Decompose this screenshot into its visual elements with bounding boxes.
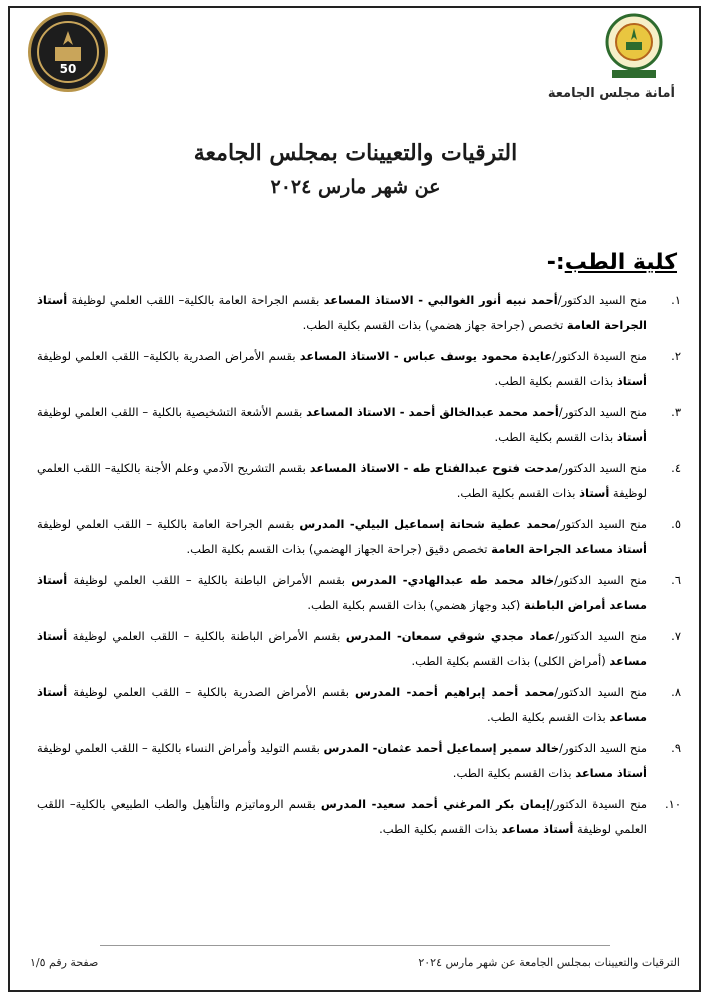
list-item [37, 680, 681, 730]
item-text: منح السيد الدكتور/مدحت فتوح عبدالفتاح طه - الاستاذ المساعد بقسم التشريح الآدمي وعلم الأجنة بالكلية– اللقب العلمي لوظيفة أستاذ بذات القسم بكلية الطب. [37, 461, 647, 500]
item-text: منح السيد الدكتور/محمد عطية شحاتة إسماعيل البيلي- المدرس بقسم الجراحة العامة بالكلية – اللقب العلمي لوظيفة أستاذ مساعد الجراحة العامة تخصص دقيق (جراحة الجهاز الهضمي) بذات القسم بكلية الطب. [37, 517, 647, 556]
item-number: ٢. [671, 349, 681, 363]
item-text: منح السيدة الدكتور/إيمان بكر المرغني أحمد سعيد- المدرس بقسم الروماتيزم والتأهيل والطب الطبيعي بالكلية– اللقب العلمي لوظيفة أستاذ مساعد بذات القسم بكلية الطب. [37, 797, 647, 836]
item-number: ٥. [671, 517, 681, 531]
item-text: منح السيد الدكتور/عماد مجدي شوقي سمعان- المدرس بقسم الأمراض الباطنة بالكلية – اللقب العلمي لوظيفة أستاذ مساعد (أمراض الكلى) بذات القسم بكلية الطب. [37, 629, 647, 668]
list-item [37, 288, 681, 338]
list-item [37, 568, 681, 618]
list-item [37, 792, 681, 842]
faculty-heading [547, 250, 677, 275]
item-text: منح السيدة الدكتور/عايدة محمود يوسف عباس - الاستاذ المساعد بقسم الأمراض الصدرية بالكلية– اللقب العلمي لوظيفة أستاذ بذات القسم بكلية الطب. [37, 349, 648, 388]
list-item [37, 456, 681, 506]
item-number: ٧. [671, 629, 681, 643]
document-subtitle: عن شهر مارس ٢٠٢٤ [270, 176, 441, 198]
list-item [37, 344, 681, 394]
anniversary-logo [28, 12, 108, 92]
footer-divider [100, 945, 610, 946]
item-text: منح السيد الدكتور/خالد محمد طه عبدالهادي- المدرس بقسم الأمراض الباطنة بالكلية – اللقب العلمي لوظيفة أستاذ مساعد أمراض الباطنة (كبد وجهاز هضمي) بذات القسم بكلية الطب. [37, 573, 648, 612]
item-number: ١٠. [664, 797, 681, 811]
item-text: منح السيد الدكتور/خالد سمير إسماعيل أحمد عثمان- المدرس بقسم التوليد وأمراض النساء بالكلية – اللقب العلمي لوظيفة أستاذ مساعد بذات القسم بكلية الطب. [37, 741, 647, 780]
appointments-list [37, 288, 681, 848]
item-number: ٩. [671, 741, 681, 755]
document-title: الترقيات والتعيينات بمجلس الجامعة [193, 140, 518, 166]
list-item [37, 624, 681, 674]
item-text: منح السيد الدكتور/أحمد نبيه أنور الغوالبي - الاستاذ المساعد بقسم الجراحة العامة بالكلية– اللقب العلمي لوظيفة أستاذ الجراحة العامة تخصص (جراحة جهاز هضمي) بذات القسم بكلية الطب. [37, 293, 647, 332]
item-text: منح السيد الدكتور/محمد أحمد إبراهيم أحمد- المدرس بقسم الأمراض الصدرية بالكلية – اللقب العلمي لوظيفة أستاذ مساعد بذات القسم بكلية الطب. [37, 685, 647, 724]
faculty-name: كلية الطب [564, 250, 677, 275]
svg-text:50: 50 [59, 62, 77, 76]
page-number: صفحة رقم ١/٥ [30, 956, 99, 969]
faculty-suffix: :- [546, 250, 565, 275]
item-number: ٨. [671, 685, 681, 699]
item-number: ١. [671, 293, 681, 307]
university-seal [604, 12, 664, 80]
council-secretariat: أمانة مجلس الجامعة [547, 86, 675, 101]
list-item [37, 736, 681, 786]
list-item [37, 400, 681, 450]
page-footer [30, 956, 680, 969]
item-number: ٦. [671, 573, 681, 587]
item-number: ٣. [671, 405, 681, 419]
item-number: ٤. [671, 461, 681, 475]
list-item [37, 512, 681, 562]
item-text: منح السيد الدكتور/أحمد محمد عبدالخالق أحمد - الاستاذ المساعد بقسم الأشعة التشخيصية بالكلية – اللقب العلمي لوظيفة أستاذ بذات القسم بكلية الطب. [37, 405, 647, 444]
footer-caption: الترقيات والتعيينات بمجلس الجامعة عن شهر مارس ٢٠٢٤ [418, 956, 680, 969]
